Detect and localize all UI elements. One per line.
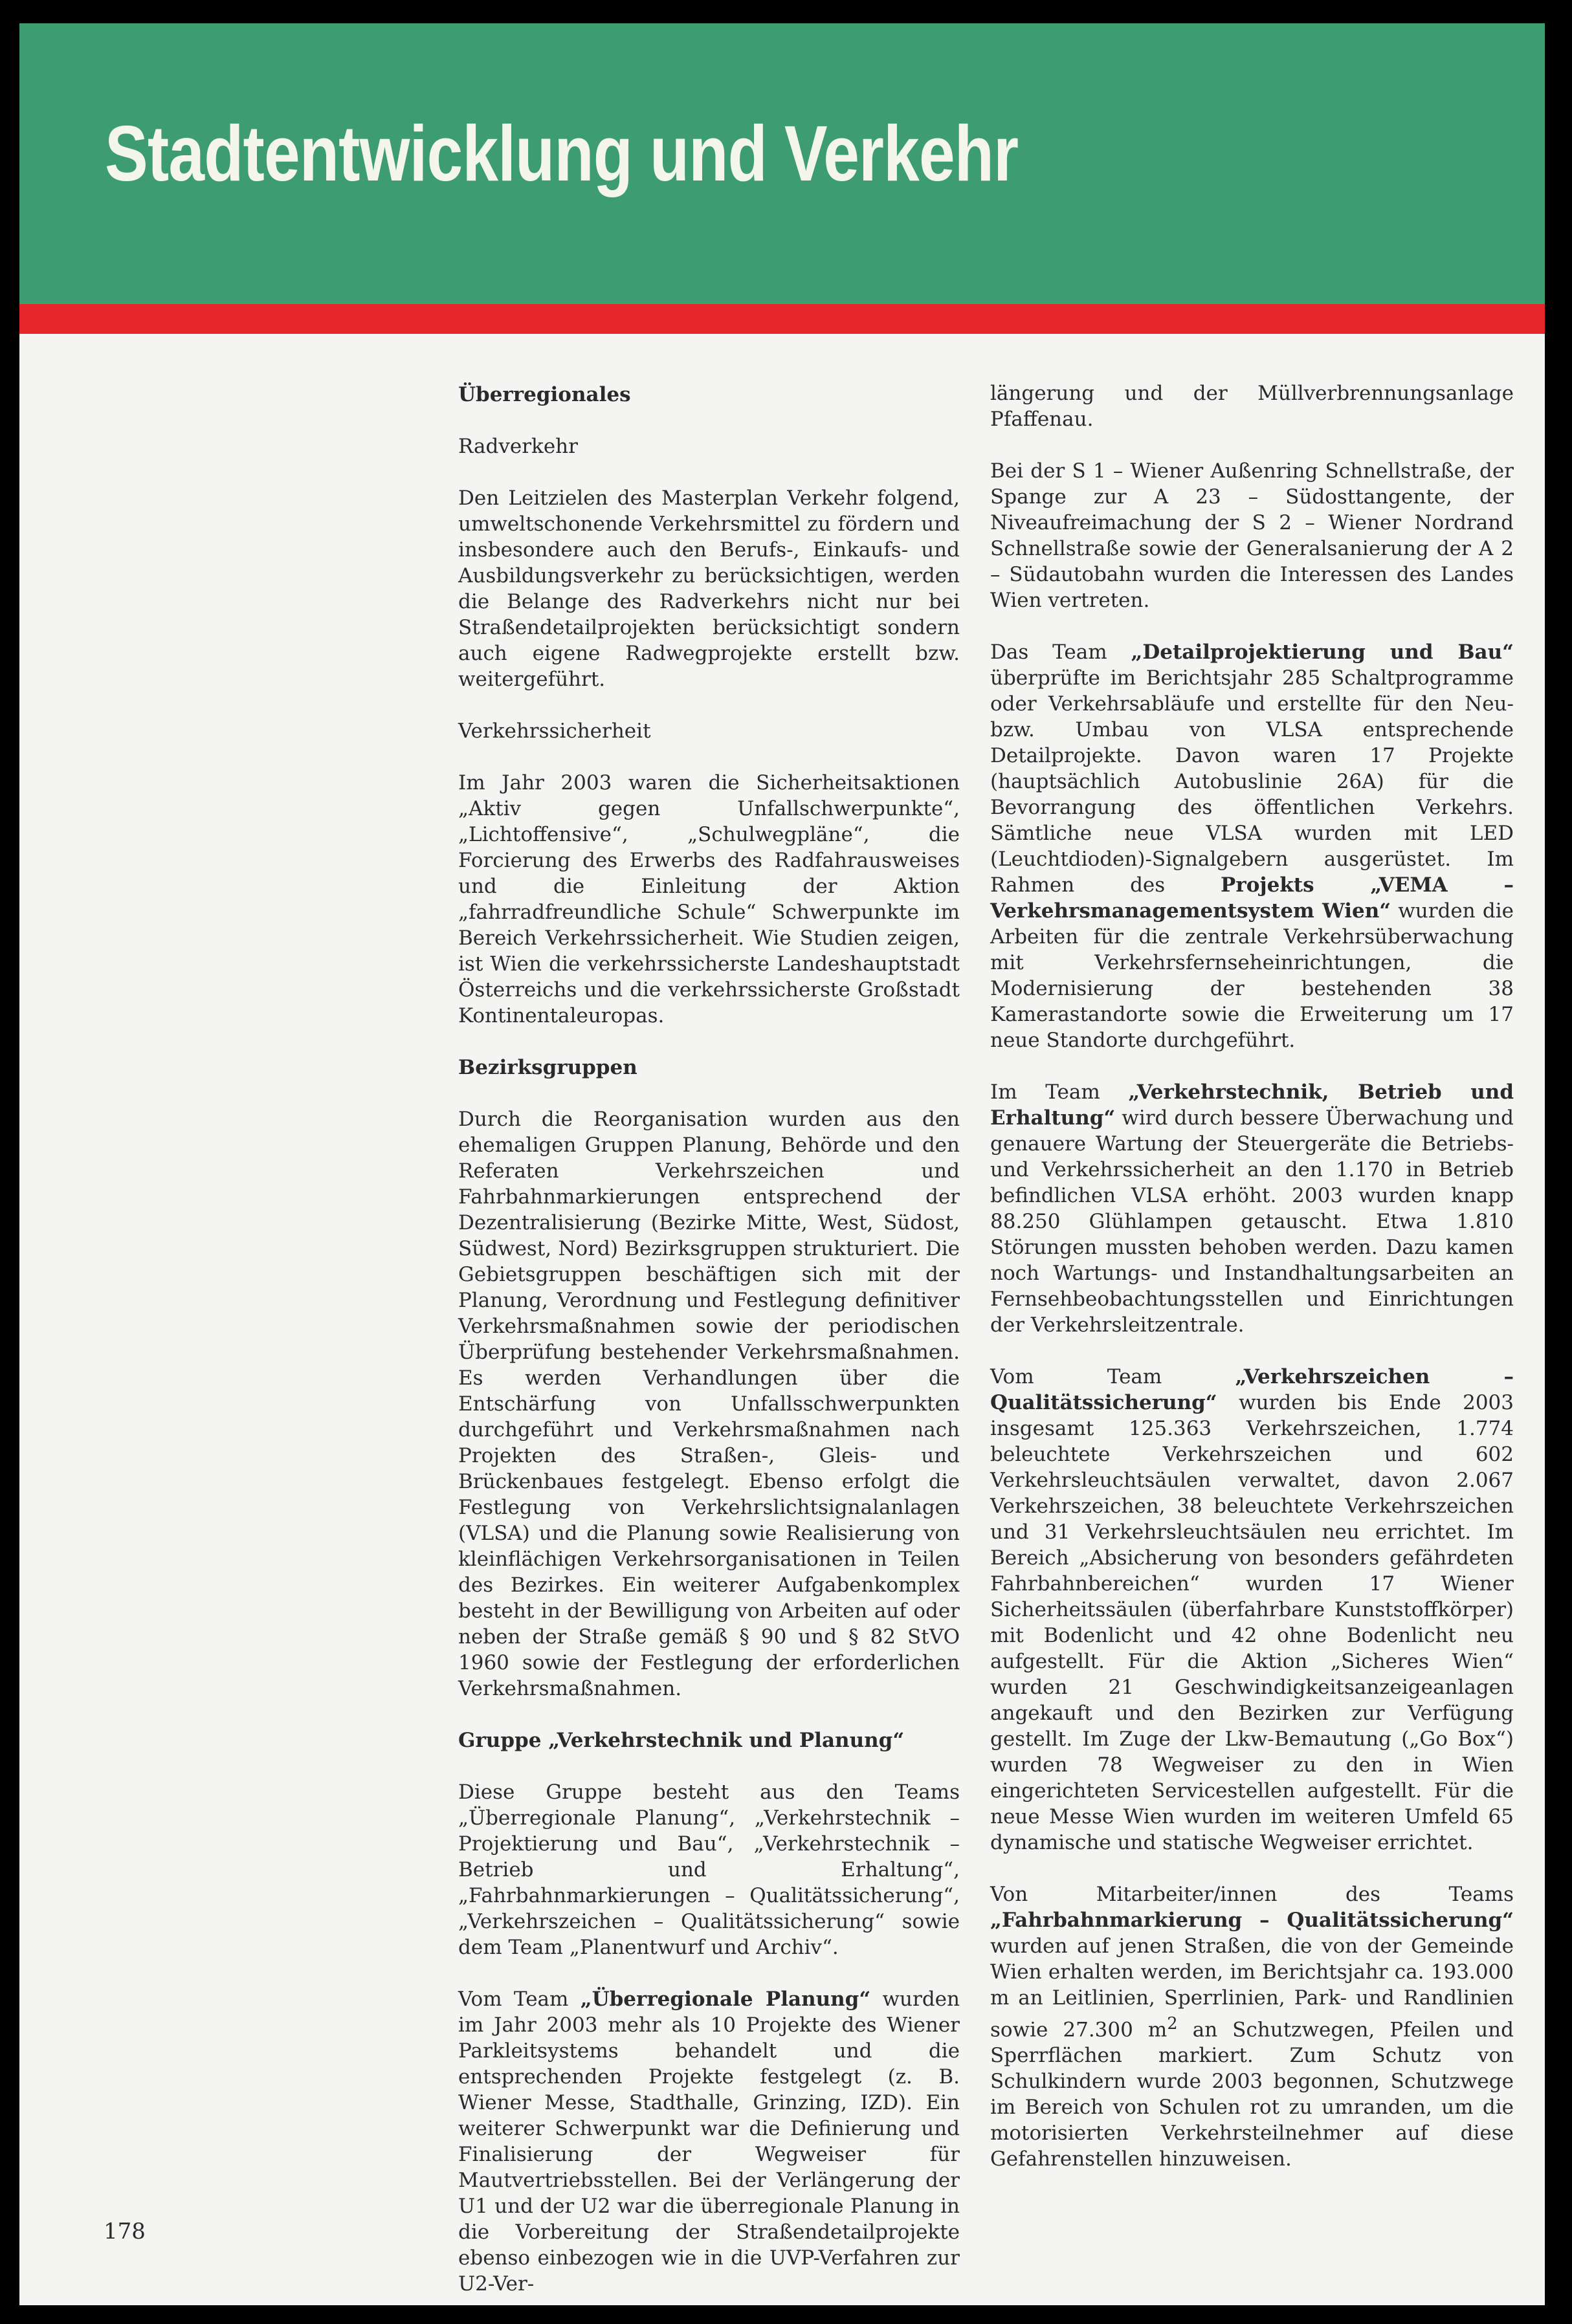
header-banner bbox=[19, 23, 1545, 304]
bold-team-name: „Verkehrszeichen – Qualitätssicherung“ bbox=[990, 1365, 1514, 1414]
superscript: 2 bbox=[1167, 2014, 1178, 2034]
text-run: wurden auf jenen Straßen, die von der Gemeinde Wien erhalten werden, im Berichtsjahr ca. 193.000 m an Leitlinien, Sperrlinien, Park- und Randlinien sowie 27.300 m bbox=[990, 1935, 1514, 2042]
header-stripe bbox=[19, 304, 1545, 334]
paragraph-verkehrszeichen bbox=[990, 1364, 1514, 1856]
bold-team-name: „Detailprojektierung und Bau“ bbox=[1131, 641, 1514, 664]
paragraph-continuation: längerung und der Müllverbrennungsanlage Pfaffenau. bbox=[990, 382, 1514, 431]
right-column bbox=[990, 380, 1514, 2198]
text-run: wurden die Arbeiten für die zentrale Verkehrsüberwachung mit Verkehrsfernseheinrichtungen, die Modernisierung der bestehenden 38 Kamerastandorte sowie die Erweiterung um 17 neue Standorte durchgeführt. bbox=[990, 899, 1514, 1052]
left-column bbox=[458, 382, 960, 2305]
paragraph-gruppe-teams: Diese Gruppe besteht aus den Teams „Überregionale Planung“, „Verkehrstechnik – Projektierung und Bau“, „Verkehrstechnik – Betrieb und Erhaltung“, „Fahrbahnmarkierungen – Qualitätssicherung“, „Verkehrszeichen – Qualitätssicherung“ sowie dem Team „Planentwurf und Archiv“. bbox=[458, 1781, 960, 1959]
text-run: Das Team bbox=[990, 641, 1131, 664]
bold-project-name: Projekts „VEMA – Verkehrsmanagementsystem Wien“ bbox=[990, 873, 1514, 923]
page bbox=[19, 23, 1545, 2305]
section-heading-bezirksgruppen: Bezirksgruppen bbox=[458, 1056, 637, 1079]
text-run: Im Team bbox=[990, 1080, 1129, 1104]
text-run: Vom Team bbox=[458, 1988, 581, 2011]
text-run: an Schutzwegen, Pfeilen und Sperrflächen markiert. Zum Schutz von Schulkindern wurde 2003 begonnen, Schutzwege im Bereich von Schulen rot zu umranden, um die motorisierten Verkehrsteilnehmer auf diese Gefahrenstellen hinzuweisen. bbox=[990, 2018, 1514, 2171]
subheading-verkehrssicherheit: Verkehrssicherheit bbox=[458, 719, 651, 743]
bold-team-name: „Fahrbahnmarkierung – Qualitätssicherung“ bbox=[990, 1909, 1514, 1932]
bold-team-name: „Verkehrstechnik, Betrieb und Erhaltung“ bbox=[990, 1080, 1514, 1130]
page-number: 178 bbox=[104, 2219, 146, 2244]
paragraph-verkehrssicherheit: Im Jahr 2003 waren die Sicherheitsaktionen „Aktiv gegen Unfallschwerpunkte“, „Lichtoffensive“, „Schulwegpläne“, die Forcierung des Erwerbs des Radfahrausweises und die Einleitung der Aktion „fahrradfreundliche Schule“ Schwerpunkte im Bereich Verkehrssicherheit. Wie Studien zeigen, ist Wien die verkehrssicherste Landeshauptstadt Österreichs und die verkehrssicherste Großstadt Kontinentaleuropas. bbox=[458, 771, 960, 1027]
paragraph-schnellstrassen: Bei der S 1 – Wiener Außenring Schnellstraße, der Spange zur A 23 – Südosttangente, der Niveaufreimachung der S 2 – Wiener Nordrand Schnellstraße sowie der Generalsanierung der A 2 – Südautobahn wurden die Interessen des Landes Wien vertreten. bbox=[990, 459, 1514, 612]
subheading-radverkehr: Radverkehr bbox=[458, 435, 578, 458]
page-title: Stadtentwicklung und Verkehr bbox=[105, 109, 1019, 197]
section-heading-gruppe-verkehrstechnik: Gruppe „Verkehrstechnik und Planung“ bbox=[458, 1729, 905, 1752]
paragraph-ueberregionale-planung bbox=[458, 1986, 960, 2297]
text-run: wurden bis Ende 2003 insgesamt 125.363 Verkehrszeichen, 1.774 beleuchtete Verkehrszeichen und 602 Verkehrsleuchtsäulen verwaltet, davon 2.067 Verkehrszeichen, 38 beleuchtete Verkehrszeichen und 31 Verkehrsleuchtsäulen neu errichtet. Im Bereich „Absicherung von besonders gefährdeten Fahrbahnbereichen“ wurden 17 Wiener Sicherheitssäulen (überfahrbare Kunststoffkörper) mit Bodenlicht und 42 ohne Bodenlicht neu aufgestellt. Für die Aktion „Sicheres Wien“ wurden 21 Geschwindigkeitsanzeigeanlagen angekauft und den Bezirken zur Verfügung gestellt. Im Zuge der Lkw-Bemautung („Go Box“) wurden 78 Wegweiser zu den in Wien eingerichteten Servicestellen aufgestellt. Für die neue Messe Wien wurden im weiteren Umfeld 65 dynamische und statische Wegweiser errichtet. bbox=[990, 1391, 1514, 1854]
text-run: überprüfte im Berichtsjahr 285 Schaltprogramme oder Verkehrsabläufe und erstellte für den Neu- bzw. Umbau von VLSA entsprechende Detailprojekte. Davon waren 17 Projekte (hauptsächlich Autobuslinie 26A) für die Bevorrangung des öffentlichen Verkehrs. Sämtliche neue VLSA wurden mit LED (Leuchtdioden)-Signalgebern ausgerüstet. Im Rahmen des bbox=[990, 666, 1514, 897]
paragraph-betrieb-erhaltung bbox=[990, 1079, 1514, 1338]
paragraph-fahrbahnmarkierung bbox=[990, 1881, 1514, 2172]
bold-team-name: „Überregionale Planung“ bbox=[580, 1988, 871, 2011]
text-run: Von Mitarbeiter/innen des Teams bbox=[990, 1883, 1514, 1906]
text-run: wird durch bessere Überwachung und genauere Wartung der Steuergeräte die Betriebs- und Verkehrssicherheit an den 1.170 in Betrieb befindlichen VLSA erhöht. 2003 wurden knapp 88.250 Glühlampen getauscht. Etwa 1.810 Störungen mussten behoben werden. Dazu kamen noch Wartungs- und Instandhaltungsarbeiten an Fernsehbeobachtungsstellen und Einrichtungen der Verkehrsleitzentrale. bbox=[990, 1106, 1514, 1337]
text-run: Vom Team bbox=[990, 1365, 1235, 1388]
section-heading-ueberregionales: Überregionales bbox=[458, 383, 631, 406]
text-run: wurden im Jahr 2003 mehr als 10 Projekte des Wiener Parkleitsystems behandelt und die entsprechenden Projekte festgelegt (z. B. Wiener Messe, Stadthalle, Grinzing, IZD). Ein weiterer Schwerpunkt war die Definierung und Finalisierung der Wegweiser für Mautvertriebsstellen. Bei der Verlängerung der U1 und der U2 war die überregionale Planung in die Vorbereitung der Straßendetailprojekte ebenso einbezogen wie in die UVP-Verfahren zur U2-Ver- bbox=[458, 1988, 960, 2296]
paragraph-radverkehr: Den Leitzielen des Masterplan Verkehr folgend, umweltschonende Verkehrsmittel zu fördern und insbesondere auch den Berufs-, Einkaufs- und Ausbildungsverkehr zu berücksichtigen, werden die Belange des Radverkehrs nicht nur bei Straßendetailprojekten berücksichtigt sondern auch eigene Radwegprojekte erstellt bzw. weitergeführt. bbox=[458, 487, 960, 691]
paragraph-bezirksgruppen: Durch die Reorganisation wurden aus den ehemaligen Gruppen Planung, Behörde und den Referaten Verkehrszeichen und Fahrbahnmarkierungen entsprechend der Dezentralisierung (Bezirke Mitte, West, Südost, Südwest, Nord) Bezirksgruppen strukturiert. Die Gebietsgruppen beschäftigen sich mit der Planung, Verordnung und Festlegung definitiver Verkehrsmaßnahmen sowie der periodischen Überprüfung bestehender Verkehrsmaßnahmen. Es werden Verhandlungen über die Entschärfung von Unfallsschwerpunkten durchgeführt und Verkehrsmaßnahmen nach Projekten des Straßen-, Gleis- und Brückenbaues festgelegt. Ebenso erfolgt die Festlegung von Verkehrslichtsignalanlagen (VLSA) und die Planung sowie Realisierung von kleinflächigen Verkehrsorganisationen in Teilen des Bezirkes. Ein weiterer Aufgabenkomplex besteht in der Bewilligung von Arbeiten auf oder neben der Straße gemäß § 90 und § 82 StVO 1960 sowie der Festlegung der erforderlichen Verkehrsmaßnahmen. bbox=[458, 1108, 960, 1700]
paragraph-detailprojektierung bbox=[990, 639, 1514, 1053]
